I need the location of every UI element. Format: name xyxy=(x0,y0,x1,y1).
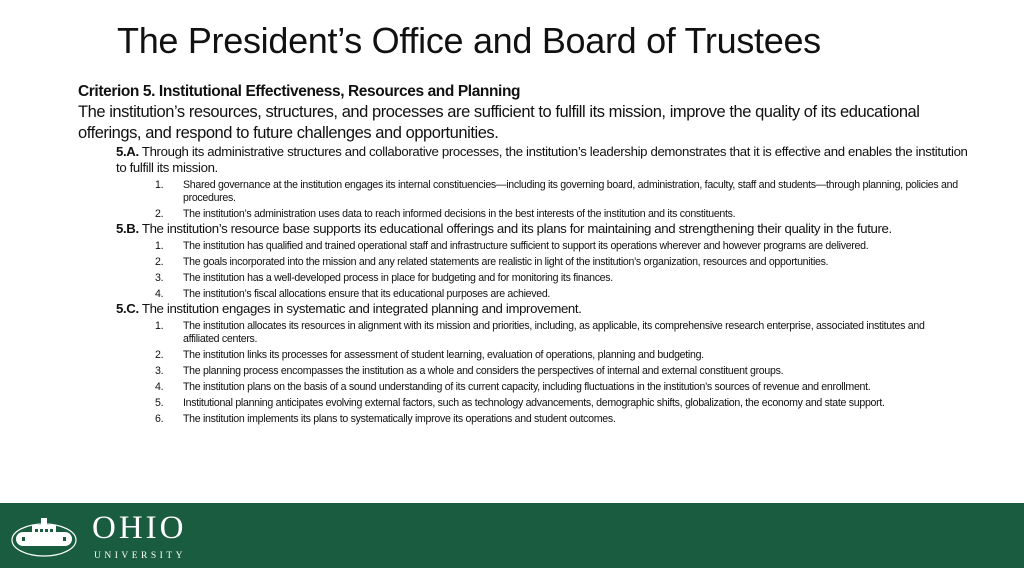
item-text: The institution has qualified and trained operational staff and infrastructure sufficient to support its operations wherever and however programs are delivered. xyxy=(183,240,869,252)
section-5a xyxy=(116,144,968,176)
list-item xyxy=(116,208,968,221)
criterion-heading: Criterion 5. Institutional Effectiveness, Resources and Planning xyxy=(78,83,521,100)
section-label: 5.C. xyxy=(116,301,139,316)
criterion-intro: The institution’s resources, structures, and processes are sufficient to fulfill its mission, improve the quality of its educational offerings, and respond to future challenges and opportunities. xyxy=(78,103,920,142)
section-label: 5.B. xyxy=(116,221,139,236)
section-items xyxy=(116,240,968,301)
slide-title: The President’s Office and Board of Trustees xyxy=(117,20,821,61)
section-items xyxy=(116,179,968,221)
item-number: 6. xyxy=(155,413,164,425)
list-item xyxy=(116,413,968,426)
item-text: The institution has a well-developed process in place for budgeting and for monitoring its finances. xyxy=(183,272,613,284)
slide-content xyxy=(78,82,968,426)
item-number: 2. xyxy=(155,349,164,361)
item-text: The institution allocates its resources in alignment with its mission and priorities, including, as applicable, its comprehensive research enterprise, associated institutes and affiliated centers. xyxy=(183,320,925,345)
item-number: 3. xyxy=(155,272,164,284)
item-number: 1. xyxy=(155,240,164,252)
list-item xyxy=(116,397,968,410)
item-text: The institution implements its plans to systematically improve its operations and student outcomes. xyxy=(183,413,616,425)
item-text: Institutional planning anticipates evolving external factors, such as technology advancements, demographic shifts, globalization, the economy and state support. xyxy=(183,397,885,409)
item-text: The institution’s fiscal allocations ensure that its educational purposes are achieved. xyxy=(183,288,551,300)
list-item xyxy=(116,179,968,205)
section-text: The institution engages in systematic and integrated planning and improvement. xyxy=(138,301,582,316)
footer-band xyxy=(0,503,1024,568)
svg-text:1804: 1804 xyxy=(31,550,57,556)
sections xyxy=(78,144,968,426)
item-number: 1. xyxy=(155,320,164,332)
item-number: 5. xyxy=(155,397,164,409)
item-text: The institution links its processes for assessment of student learning, evaluation of operations, planning and budgeting. xyxy=(183,349,704,361)
item-number: 1. xyxy=(155,179,164,191)
list-item xyxy=(116,320,968,346)
list-item xyxy=(116,288,968,301)
section-text: Through its administrative structures and collaborative processes, the institution’s leadership demonstrates that it is effective and enables the institution to fulfill its mission. xyxy=(116,144,968,175)
ohio-wordmark: OHIO xyxy=(92,510,187,546)
item-text: The goals incorporated into the mission and any related statements are realistic in light of the institution’s organization, resources and opportunities. xyxy=(183,256,829,268)
list-item xyxy=(116,349,968,362)
item-text: The institution plans on the basis of a sound understanding of its current capacity, including fluctuations in the institution’s sources of revenue and enrollment. xyxy=(183,381,871,393)
university-seal-logo xyxy=(10,516,78,558)
list-item xyxy=(116,256,968,269)
section-5b xyxy=(116,221,968,237)
section-items xyxy=(116,320,968,426)
item-text: The institution’s administration uses data to reach informed decisions in the best interests of the institution and its constituents. xyxy=(183,208,736,220)
section-text: The institution’s resource base supports its educational offerings and its plans for maintaining and strengthening their quality in the future. xyxy=(138,221,892,236)
university-wordmark: UNIVERSITY xyxy=(94,551,186,561)
list-item xyxy=(116,272,968,285)
item-text: The planning process encompasses the institution as a whole and considers the perspectives of internal and external constituent groups. xyxy=(183,365,784,377)
item-number: 4. xyxy=(155,381,164,393)
item-text: Shared governance at the institution engages its internal constituencies—including its governing board, administration, faculty, staff and students—through planning, policies and procedures. xyxy=(183,179,958,204)
list-item xyxy=(116,240,968,253)
section-label: 5.A. xyxy=(116,144,139,159)
list-item xyxy=(116,381,968,394)
item-number: 2. xyxy=(155,208,164,220)
item-number: 2. xyxy=(155,256,164,268)
section-5c xyxy=(116,301,968,317)
list-item xyxy=(116,365,968,378)
item-number: 4. xyxy=(155,288,164,300)
item-number: 3. xyxy=(155,365,164,377)
